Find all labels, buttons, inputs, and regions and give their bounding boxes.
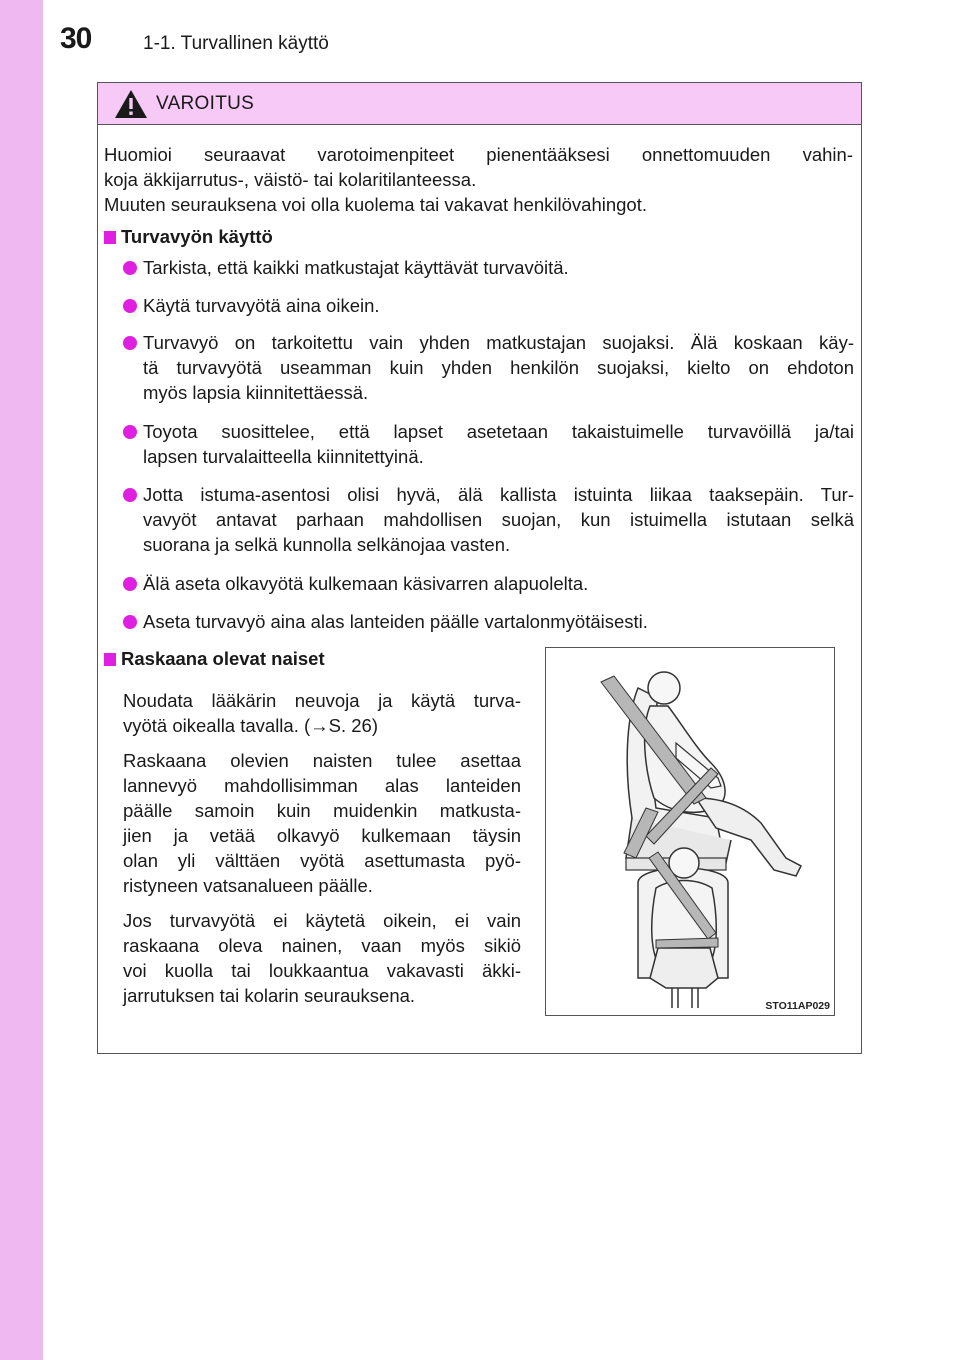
intro-line: Muuten seurauksena voi olla kuolema tai vakavat henkilövahingot. xyxy=(104,194,647,215)
paragraph-line: päälle samoin kuin muidenkin matkusta- xyxy=(123,800,521,821)
seated-front-view-figure xyxy=(546,648,834,1015)
list-item xyxy=(123,482,854,557)
warning-header xyxy=(98,83,861,125)
bullet-line: Turvavyö on tarkoitettu vain yhden matkustajan suojaksi. Älä koskaan käy- xyxy=(143,332,854,353)
paragraph-line: Noudata lääkärin neuvoja ja käytä turva- xyxy=(123,690,521,711)
warning-triangle-icon xyxy=(114,89,148,119)
paragraph-line: vyötä oikealla tavalla. (→S. 26) xyxy=(123,715,379,736)
paragraph-line: Jos turvavyötä ei käytetä oikein, ei vain xyxy=(123,910,521,931)
side-tab xyxy=(0,0,43,1360)
magenta-square-icon xyxy=(104,231,116,244)
magenta-dot-icon xyxy=(123,299,137,313)
intro-line: Huomioi seuraavat varotoimenpiteet pienentääksesi onnettomuuden vahin- xyxy=(104,144,853,165)
paragraph-line: jarrutuksen tai kolarin seurauksena. xyxy=(123,985,416,1006)
paragraph-line: raskaana oleva nainen, vaan myös sikiö xyxy=(123,935,521,956)
paragraph-line: ristyneen vatsanalueen päälle. xyxy=(123,875,373,896)
bullet-line: tä turvavyötä useamman kuin yhden henkilön suojaksi, kielto on ehdoton xyxy=(143,357,854,378)
magenta-dot-icon xyxy=(123,336,137,350)
seatbelt-heading xyxy=(104,224,273,249)
intro-text xyxy=(104,142,853,217)
bullet-line: Toyota suosittelee, että lapset asetetaan takaistuimelle turvavöillä ja/tai xyxy=(143,421,854,442)
paragraph-line: Raskaana olevien naisten tulee asettaa xyxy=(123,750,521,771)
magenta-dot-icon xyxy=(123,615,137,629)
bullet-line: vavyöt antavat parhaan mahdollisen suojan, kun istuimella istutaan selkä xyxy=(143,509,854,530)
section-title: 1-1. Turvallinen käyttö xyxy=(143,33,329,54)
list-item xyxy=(123,609,854,634)
magenta-dot-icon xyxy=(123,425,137,439)
list-item xyxy=(123,293,854,318)
magenta-dot-icon xyxy=(123,488,137,502)
figure-code: STO11AP029 xyxy=(765,1000,830,1012)
paragraph-line: olan yli välttäen vyötä asettumasta pyö- xyxy=(123,850,521,871)
paragraph-line: jien ja vetää olkavyö kulkemaan täysin xyxy=(123,825,521,846)
magenta-dot-icon xyxy=(123,261,137,275)
list-item xyxy=(123,419,854,469)
bullet-line: Älä aseta olkavyötä kulkemaan käsivarren alapuolelta. xyxy=(143,573,589,594)
paragraph-line: lannevyö mahdollisimman alas lanteiden xyxy=(123,775,521,796)
bullet-line: Käytä turvavyötä aina oikein. xyxy=(143,295,380,316)
paragraph-line: voi kuolla tai loukkaantua vakavasti äkki- xyxy=(123,960,521,981)
warning-label: VAROITUS xyxy=(156,93,255,114)
pregnant-heading-text: Raskaana olevat naiset xyxy=(121,648,325,669)
pregnant-seatbelt-illustration xyxy=(545,647,835,1016)
bullet-line: Jotta istuma-asentosi olisi hyvä, älä kallista istuinta liikaa taaksepäin. Tur- xyxy=(143,484,854,505)
pregnant-paragraph xyxy=(123,748,521,898)
page-number: 30 xyxy=(60,22,92,55)
list-item xyxy=(123,330,854,405)
bullet-line: Aseta turvavyö aina alas lanteiden päälle vartalonmyötäisesti. xyxy=(143,611,648,632)
bullet-line: myös lapsia kiinnitettäessä. xyxy=(143,382,369,403)
bullet-line: suorana ja selkä kunnolla selkänojaa vasten. xyxy=(143,534,511,555)
list-item xyxy=(123,255,854,280)
magenta-square-icon xyxy=(104,653,116,666)
pregnant-paragraph xyxy=(123,688,521,738)
pregnant-paragraph xyxy=(123,908,521,1008)
bullet-line: lapsen turvalaitteella kiinnitettyinä. xyxy=(143,446,424,467)
magenta-dot-icon xyxy=(123,577,137,591)
warning-box xyxy=(97,82,862,1054)
intro-line: koja äkkijarrutus-, väistö- tai kolaritilanteessa. xyxy=(104,169,477,190)
seatbelt-heading-text: Turvavyön käyttö xyxy=(121,226,273,247)
pregnant-heading xyxy=(104,646,325,671)
bullet-line: Tarkista, että kaikki matkustajat käyttävät turvavöitä. xyxy=(143,257,569,278)
list-item xyxy=(123,571,854,596)
